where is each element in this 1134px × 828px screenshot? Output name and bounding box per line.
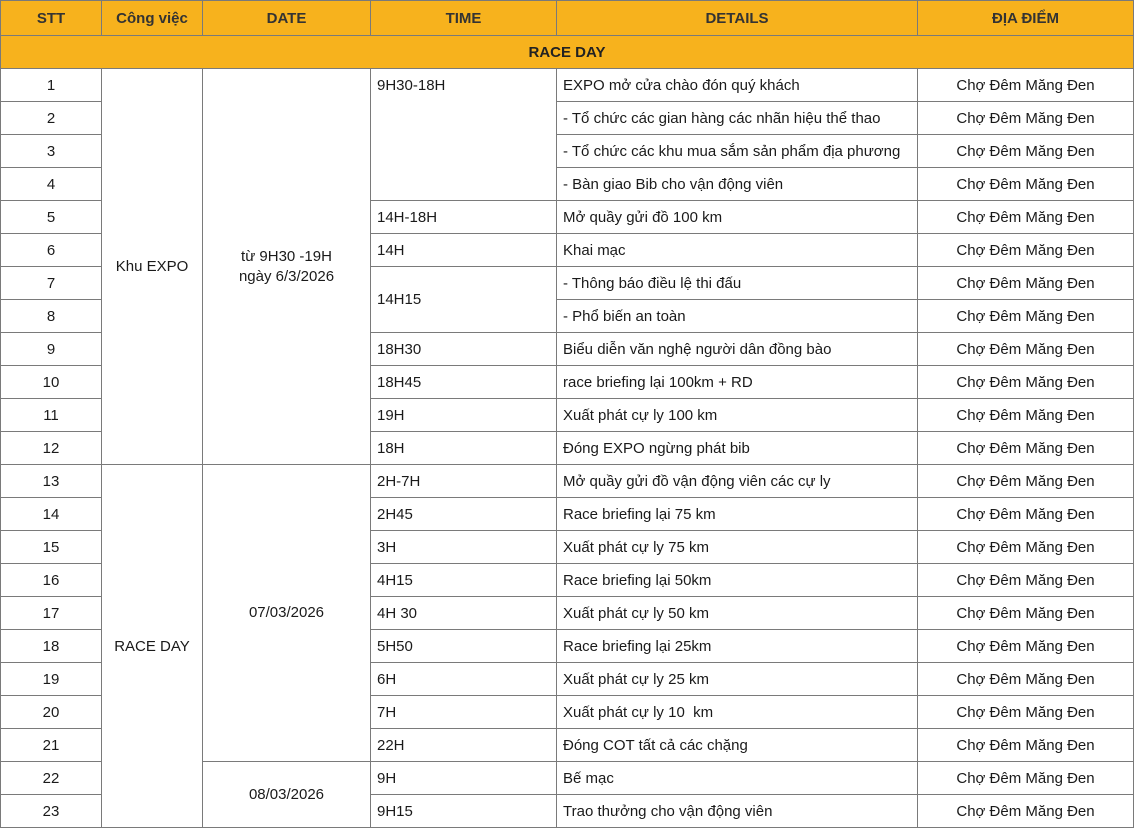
header-location: ĐỊA ĐIỂM bbox=[918, 1, 1134, 36]
stt-cell: 16 bbox=[1, 564, 102, 597]
time-cell: 5H50 bbox=[371, 630, 557, 663]
section-title: RACE DAY bbox=[1, 36, 1134, 69]
task-cell-raceday: RACE DAY bbox=[102, 465, 203, 828]
details-cell: Đóng EXPO ngừng phát bib bbox=[557, 432, 918, 465]
stt-cell: 2 bbox=[1, 102, 102, 135]
details-cell: - Bàn giao Bib cho vận động viên bbox=[557, 168, 918, 201]
date-expo-line2: ngày 6/3/2026 bbox=[238, 267, 335, 285]
location-cell: Chợ Đêm Măng Đen bbox=[918, 696, 1134, 729]
time-cell: 4H 30 bbox=[371, 597, 557, 630]
details-cell: Mở quầy gửi đồ 100 km bbox=[557, 201, 918, 234]
location-cell: Chợ Đêm Măng Đen bbox=[918, 333, 1134, 366]
time-cell: 6H bbox=[371, 663, 557, 696]
location-cell: Chợ Đêm Măng Đen bbox=[918, 234, 1134, 267]
details-cell: Bế mạc bbox=[557, 762, 918, 795]
stt-cell: 19 bbox=[1, 663, 102, 696]
location-cell: Chợ Đêm Măng Đen bbox=[918, 135, 1134, 168]
details-cell: - Thông báo điều lệ thi đấu bbox=[557, 267, 918, 300]
stt-cell: 17 bbox=[1, 597, 102, 630]
time-cell: 14H15 bbox=[371, 267, 557, 333]
location-cell: Chợ Đêm Măng Đen bbox=[918, 201, 1134, 234]
time-cell: 9H15 bbox=[371, 795, 557, 828]
details-cell: Biểu diễn văn nghệ người dân đồng bào bbox=[557, 333, 918, 366]
details-cell: Xuất phát cự ly 10 km bbox=[557, 696, 918, 729]
time-cell: 18H30 bbox=[371, 333, 557, 366]
time-cell: 22H bbox=[371, 729, 557, 762]
stt-cell: 20 bbox=[1, 696, 102, 729]
details-cell: Race briefing lại 50km bbox=[557, 564, 918, 597]
stt-cell: 4 bbox=[1, 168, 102, 201]
table-row bbox=[1, 69, 1134, 102]
date-expo-line1: từ 9H30 -19H bbox=[241, 247, 332, 265]
stt-cell: 1 bbox=[1, 69, 102, 102]
details-cell: - Tổ chức các gian hàng các nhãn hiệu thể thao bbox=[557, 102, 918, 135]
time-cell: 2H45 bbox=[371, 498, 557, 531]
section-row bbox=[1, 36, 1134, 69]
date-cell-expo bbox=[203, 69, 371, 465]
location-cell: Chợ Đêm Măng Đen bbox=[918, 465, 1134, 498]
details-cell: Race briefing lại 25km bbox=[557, 630, 918, 663]
time-cell: 9H bbox=[371, 762, 557, 795]
time-cell: 18H bbox=[371, 432, 557, 465]
time-cell: 9H30-18H bbox=[371, 69, 557, 201]
details-cell: Xuất phát cự ly 50 km bbox=[557, 597, 918, 630]
stt-cell: 18 bbox=[1, 630, 102, 663]
date-cell-raceday: 07/03/2026 bbox=[203, 465, 371, 762]
time-cell: 4H15 bbox=[371, 564, 557, 597]
location-cell: Chợ Đêm Măng Đen bbox=[918, 366, 1134, 399]
stt-cell: 5 bbox=[1, 201, 102, 234]
stt-cell: 8 bbox=[1, 300, 102, 333]
location-cell: Chợ Đêm Măng Đen bbox=[918, 729, 1134, 762]
time-cell: 19H bbox=[371, 399, 557, 432]
details-cell: - Phổ biến an toàn bbox=[557, 300, 918, 333]
details-cell: Mở quầy gửi đồ vận động viên các cự ly bbox=[557, 465, 918, 498]
time-cell: 7H bbox=[371, 696, 557, 729]
header-details: DETAILS bbox=[557, 1, 918, 36]
header-task: Công việc bbox=[102, 1, 203, 36]
stt-cell: 9 bbox=[1, 333, 102, 366]
location-cell: Chợ Đêm Măng Đen bbox=[918, 564, 1134, 597]
details-cell: Trao thưởng cho vận động viên bbox=[557, 795, 918, 828]
stt-cell: 11 bbox=[1, 399, 102, 432]
location-cell: Chợ Đêm Măng Đen bbox=[918, 267, 1134, 300]
location-cell: Chợ Đêm Măng Đen bbox=[918, 102, 1134, 135]
location-cell: Chợ Đêm Măng Đen bbox=[918, 531, 1134, 564]
time-cell: 14H-18H bbox=[371, 201, 557, 234]
stt-cell: 23 bbox=[1, 795, 102, 828]
location-cell: Chợ Đêm Măng Đen bbox=[918, 597, 1134, 630]
location-cell: Chợ Đêm Măng Đen bbox=[918, 399, 1134, 432]
details-cell: Đóng COT tất cả các chặng bbox=[557, 729, 918, 762]
stt-cell: 13 bbox=[1, 465, 102, 498]
header-date: DATE bbox=[203, 1, 371, 36]
table-row bbox=[1, 465, 1134, 498]
header-row bbox=[1, 1, 1134, 36]
stt-cell: 6 bbox=[1, 234, 102, 267]
location-cell: Chợ Đêm Măng Đen bbox=[918, 432, 1134, 465]
details-cell: EXPO mở cửa chào đón quý khách bbox=[557, 69, 918, 102]
time-cell: 18H45 bbox=[371, 366, 557, 399]
time-cell: 2H-7H bbox=[371, 465, 557, 498]
location-cell: Chợ Đêm Măng Đen bbox=[918, 300, 1134, 333]
time-cell: 3H bbox=[371, 531, 557, 564]
stt-cell: 7 bbox=[1, 267, 102, 300]
details-cell: Khai mạc bbox=[557, 234, 918, 267]
time-cell: 14H bbox=[371, 234, 557, 267]
stt-cell: 21 bbox=[1, 729, 102, 762]
location-cell: Chợ Đêm Măng Đen bbox=[918, 762, 1134, 795]
stt-cell: 10 bbox=[1, 366, 102, 399]
date-cell-closing: 08/03/2026 bbox=[203, 762, 371, 828]
header-stt: STT bbox=[1, 1, 102, 36]
stt-cell: 14 bbox=[1, 498, 102, 531]
details-cell: race briefing lại 100km + RD bbox=[557, 366, 918, 399]
details-cell: - Tổ chức các khu mua sắm sản phẩm địa phương bbox=[557, 135, 918, 168]
details-cell: Xuất phát cự ly 100 km bbox=[557, 399, 918, 432]
details-cell: Race briefing lại 75 km bbox=[557, 498, 918, 531]
stt-cell: 12 bbox=[1, 432, 102, 465]
stt-cell: 22 bbox=[1, 762, 102, 795]
location-cell: Chợ Đêm Măng Đen bbox=[918, 795, 1134, 828]
location-cell: Chợ Đêm Măng Đen bbox=[918, 69, 1134, 102]
location-cell: Chợ Đêm Măng Đen bbox=[918, 630, 1134, 663]
location-cell: Chợ Đêm Măng Đen bbox=[918, 498, 1134, 531]
stt-cell: 3 bbox=[1, 135, 102, 168]
details-cell: Xuất phát cự ly 75 km bbox=[557, 531, 918, 564]
details-cell: Xuất phát cự ly 25 km bbox=[557, 663, 918, 696]
header-time: TIME bbox=[371, 1, 557, 36]
location-cell: Chợ Đêm Măng Đen bbox=[918, 168, 1134, 201]
location-cell: Chợ Đêm Măng Đen bbox=[918, 663, 1134, 696]
stt-cell: 15 bbox=[1, 531, 102, 564]
task-cell-expo: Khu EXPO bbox=[102, 69, 203, 465]
